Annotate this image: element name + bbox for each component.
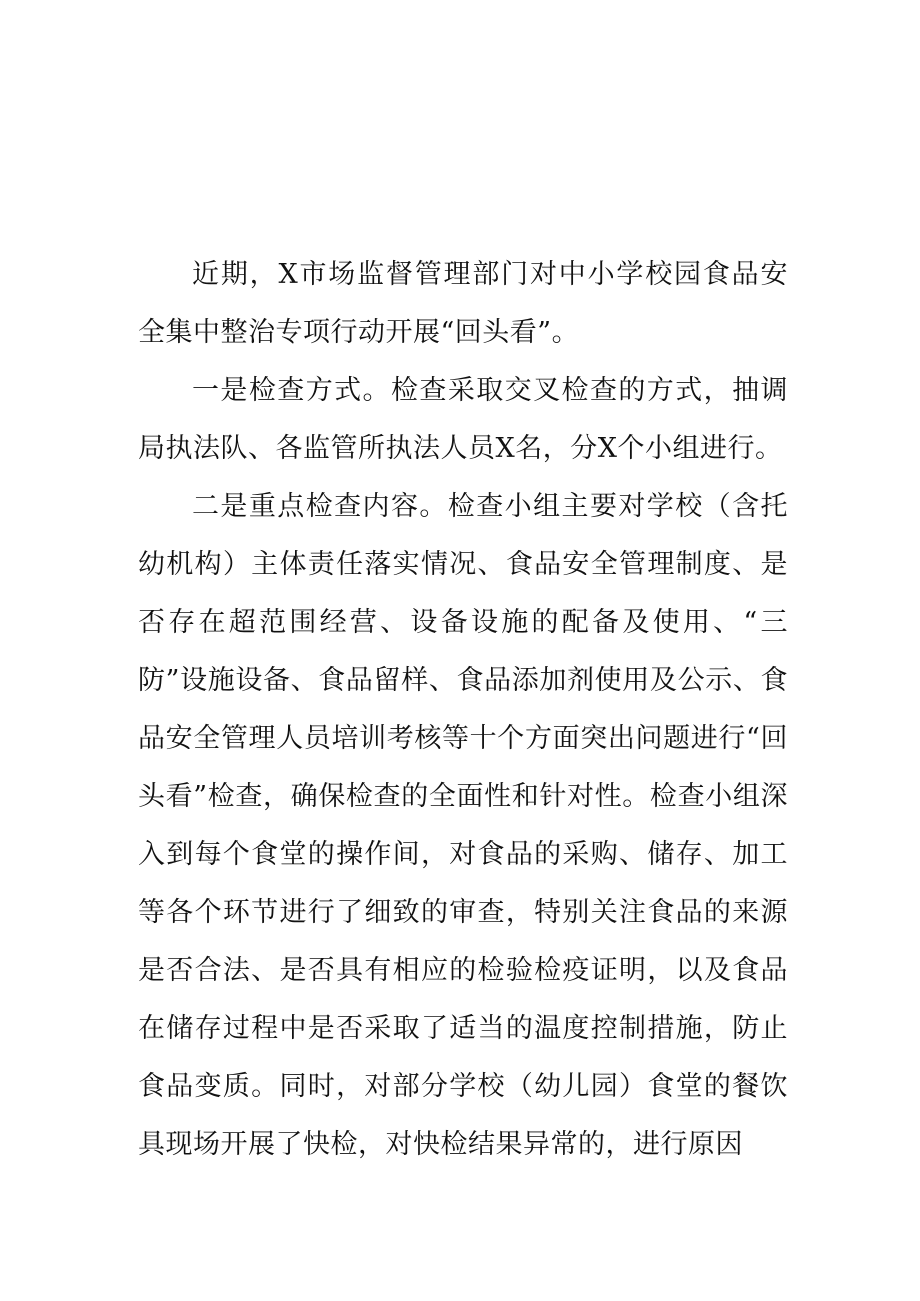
paragraph-intro: 近期，X市场监督管理部门对中小学校园食品安全集中整治专项行动开展“回头看”。 <box>138 259 788 348</box>
document-body <box>138 246 788 1174</box>
paragraph-key-content: 二是重点检查内容。检查小组主要对学校（含托幼机构）主体责任落实情况、食品安全管理制度、是否存在超范围经营、设备设施的配备及使用、“三防”设施设备、食品留样、食品添加剂使用及公示、食品安全管理人员培训考核等十个方面突出问题进行“回头看”检查，确保检查的全面性和针对性。检查小组深入到每个食堂的操作间，对食品的采购、储存、加工等各个环节进行了细致的审查，特别关注食品的来源是否合法、是否具有相应的检验检疫证明，以及食品在储存过程中是否采取了适当的温度控制措施，防止食品变质。同时，对部分学校（幼儿园）食堂的餐饮具现场开展了快检，对快检结果异常的，进行原因 <box>138 491 788 1160</box>
paragraph-inspection-method: 一是检查方式。检查采取交叉检查的方式，抽调局执法队、各监管所执法人员X名，分X个小组进行。 <box>138 375 788 464</box>
